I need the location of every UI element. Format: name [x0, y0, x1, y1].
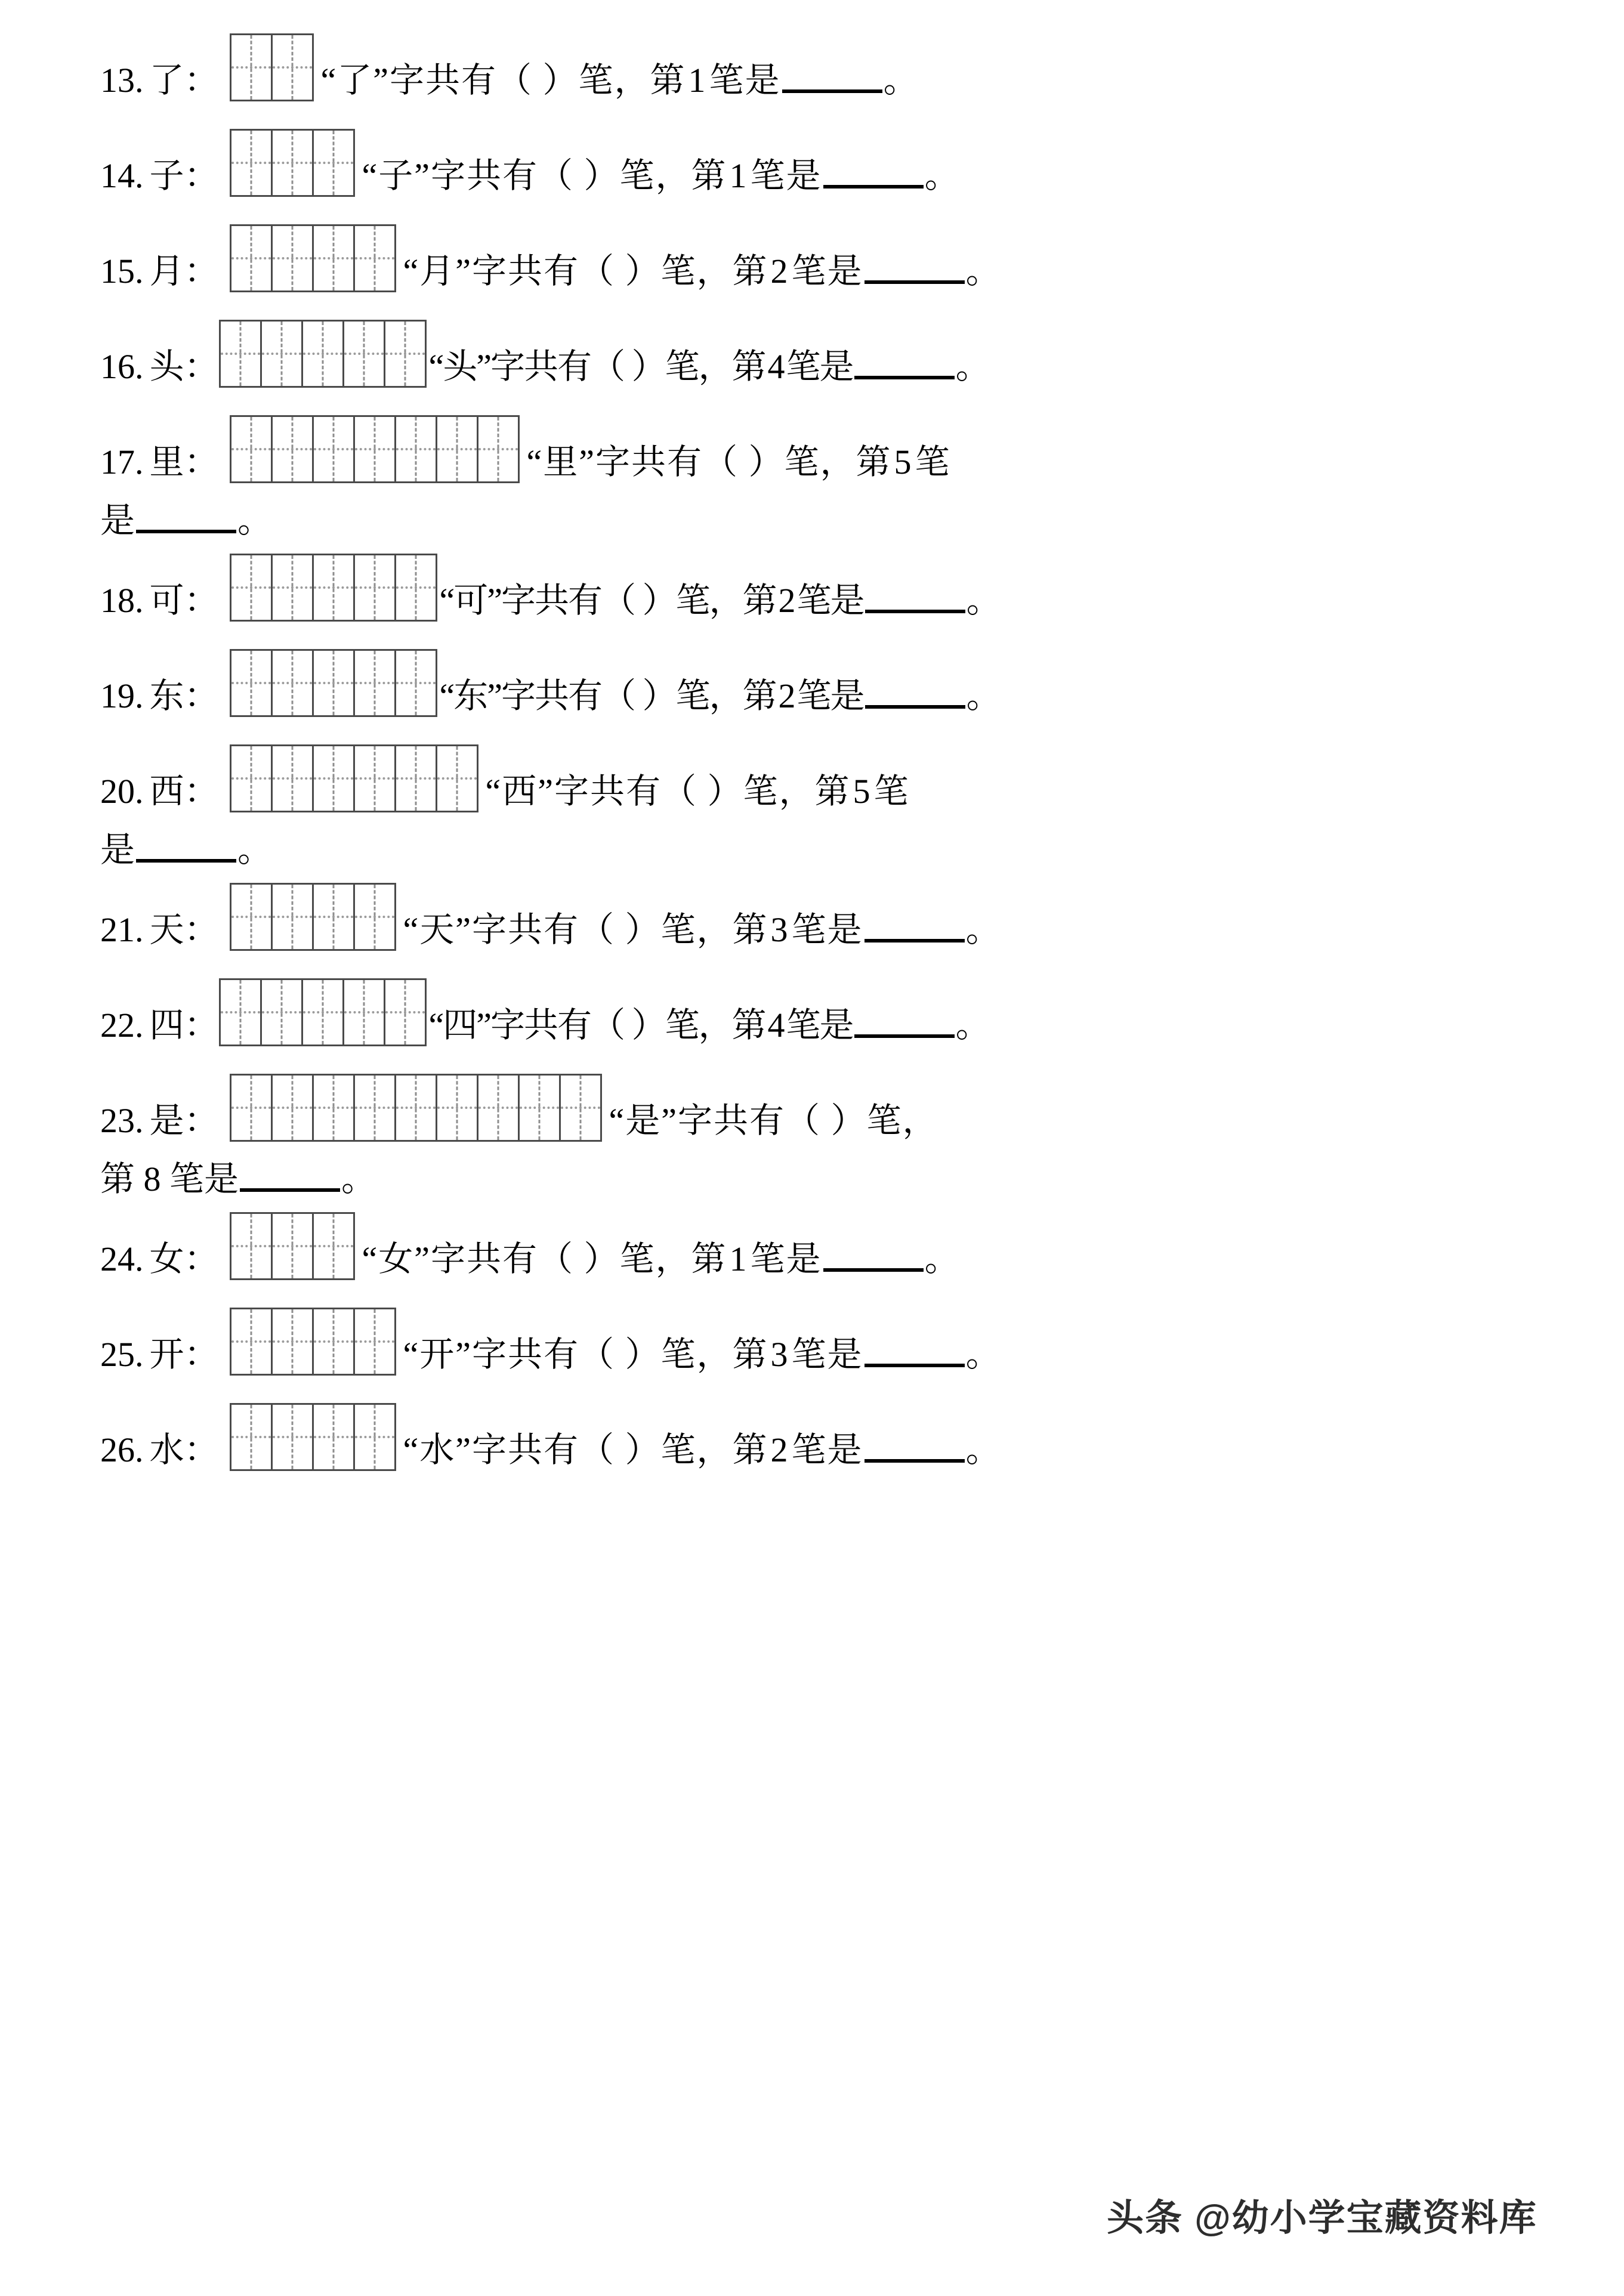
exercise-colon: ：	[184, 910, 219, 949]
tianzige-cell[interactable]	[478, 1076, 520, 1140]
sentence-quoted-char: “可”	[439, 581, 502, 620]
tianzige-cell[interactable]	[314, 1076, 355, 1140]
sentence-stroke-ordinal: 4	[767, 347, 784, 386]
exercise-character: 天	[149, 910, 184, 949]
tianzige-cell[interactable]	[231, 651, 273, 715]
answer-blank[interactable]	[823, 185, 924, 188]
sentence-period: 。	[237, 830, 273, 869]
sentence-period: 。	[966, 676, 1000, 715]
sentence-continuation	[100, 830, 273, 869]
tianzige-cell[interactable]	[385, 322, 427, 386]
sentence-quoted-char: “头”	[428, 347, 491, 386]
answer-blank[interactable]	[136, 859, 236, 863]
tianzige-cell[interactable]	[344, 980, 385, 1045]
sentence-tail: 笔是	[750, 156, 822, 195]
exercise-line-primary	[100, 224, 1544, 292]
tianzige-cell[interactable]	[303, 322, 344, 386]
exercise-row	[100, 744, 1544, 867]
tianzige-cell[interactable]	[478, 417, 520, 481]
sentence-tail: 笔是	[791, 910, 863, 949]
sentence-tail: 笔是	[796, 581, 864, 620]
sentence-stroke-question: 字共有（ ）笔，第	[472, 252, 768, 291]
answer-blank[interactable]	[865, 939, 965, 942]
sentence-stroke-question: 字共有（ ）笔，第	[472, 1430, 768, 1469]
tianzige-cell[interactable]	[231, 417, 273, 481]
continuation-text: 是	[100, 501, 135, 540]
tianzige-cell[interactable]	[314, 417, 355, 481]
tianzige-cell[interactable]	[221, 322, 262, 386]
tianzige-cell[interactable]	[262, 322, 303, 386]
exercise-character: 东	[149, 676, 184, 715]
exercise-colon: ：	[184, 156, 219, 195]
sentence-quoted-char: “了”	[320, 61, 390, 100]
exercise-sentence	[321, 63, 919, 101]
sentence-period: 。	[237, 501, 273, 540]
exercise-sentence	[362, 1242, 961, 1280]
exercise-row	[100, 883, 1544, 951]
tianzige-cell[interactable]	[355, 1309, 396, 1374]
exercise-line-primary	[100, 1403, 1544, 1471]
sentence-stroke-ordinal: 2	[770, 1430, 789, 1469]
sentence-tail: 笔是	[709, 61, 781, 100]
exercise-line-primary	[100, 1308, 1544, 1376]
exercise-label: 20.	[100, 772, 144, 811]
exercise-colon: ：	[184, 443, 219, 481]
exercise-sentence	[486, 774, 910, 812]
exercise-row	[100, 224, 1544, 292]
tianzige-cell[interactable]	[262, 980, 303, 1045]
sentence-stroke-ordinal: 1	[688, 61, 707, 100]
tianzige-grid[interactable]	[230, 1308, 396, 1376]
exercise-sentence	[428, 347, 989, 388]
exercise-character: 可	[149, 581, 184, 620]
answer-blank[interactable]	[854, 376, 955, 379]
tianzige-cell[interactable]	[273, 131, 314, 195]
tianzige-cell[interactable]	[231, 131, 273, 195]
exercise-sentence	[439, 676, 1000, 717]
exercise-character: 了	[149, 61, 184, 100]
exercise-list	[100, 33, 1544, 1498]
sentence-stroke-question: 字共有（ ）笔，	[678, 1101, 938, 1140]
answer-blank[interactable]	[854, 1034, 955, 1038]
tianzige-cell[interactable]	[314, 885, 355, 949]
exercise-label: 16.	[100, 347, 144, 386]
exercise-sentence	[362, 156, 961, 197]
tianzige-cell[interactable]	[385, 980, 427, 1045]
exercise-colon: ：	[184, 581, 219, 620]
sentence-continuation	[100, 503, 272, 538]
sentence-stroke-ordinal: 4	[767, 1006, 784, 1045]
tianzige-grid[interactable]	[230, 33, 314, 101]
tianzige-cell[interactable]	[273, 417, 314, 481]
tianzige-cell[interactable]	[273, 1076, 314, 1140]
tianzige-cell[interactable]	[520, 1076, 561, 1140]
tianzige-cell[interactable]	[231, 1405, 273, 1469]
tianzige-cell[interactable]	[314, 555, 355, 620]
tianzige-cell[interactable]	[314, 1405, 355, 1469]
tianzige-cell[interactable]	[355, 885, 396, 949]
exercise-label: 14.	[100, 156, 144, 195]
tianzige-cell[interactable]	[396, 417, 437, 481]
tianzige-cell[interactable]	[231, 885, 273, 949]
tianzige-cell[interactable]	[396, 746, 437, 811]
tianzige-cell[interactable]	[437, 1076, 478, 1140]
continuation-text: 是	[100, 830, 135, 869]
answer-blank[interactable]	[782, 89, 882, 93]
tianzige-cell[interactable]	[273, 1309, 314, 1374]
exercise-sentence	[429, 1008, 989, 1046]
exercise-colon: ：	[184, 252, 219, 291]
tianzige-cell[interactable]	[355, 1405, 396, 1469]
tianzige-cell[interactable]	[355, 651, 396, 715]
tianzige-cell[interactable]	[314, 746, 355, 811]
exercise-character: 子	[149, 156, 184, 195]
exercise-character: 里	[149, 443, 184, 481]
sentence-quoted-char: “西”	[485, 772, 555, 811]
exercise-sentence	[609, 1101, 938, 1142]
exercise-sentence	[403, 1337, 1002, 1376]
tianzige-cell[interactable]	[437, 417, 478, 481]
tianzige-cell[interactable]	[231, 1076, 273, 1140]
sentence-quoted-char: “水”	[403, 1430, 473, 1469]
exercise-character: 女	[149, 1240, 184, 1278]
sentence-quoted-char: “子”	[362, 156, 431, 195]
exercise-colon: ：	[184, 676, 219, 715]
exercise-colon: ：	[184, 1335, 219, 1374]
sentence-stroke-question: 字共有（ ）笔，第	[501, 581, 776, 620]
exercise-line-primary	[100, 33, 1544, 101]
exercise-label: 13.	[100, 61, 144, 100]
tianzige-cell[interactable]	[314, 226, 355, 291]
exercise-sentence	[403, 910, 1002, 951]
sentence-period: 。	[924, 1240, 961, 1278]
tianzige-cell[interactable]	[396, 651, 437, 715]
tianzige-cell[interactable]	[231, 1309, 273, 1374]
exercise-colon: ：	[184, 1430, 219, 1469]
exercise-row	[100, 1403, 1544, 1471]
sentence-period: 。	[924, 156, 961, 195]
sentence-tail: 笔	[915, 443, 951, 481]
tianzige-cell[interactable]	[355, 226, 396, 291]
answer-blank[interactable]	[240, 1188, 340, 1192]
exercise-character: 开	[149, 1335, 184, 1374]
tianzige-grid[interactable]	[230, 415, 520, 483]
sentence-stroke-question: 字共有（ ）笔，第	[490, 347, 765, 386]
sentence-period: 。	[955, 347, 989, 386]
tianzige-cell[interactable]	[314, 651, 355, 715]
exercise-label: 24.	[100, 1240, 144, 1278]
exercise-line-primary	[100, 1212, 1544, 1280]
sentence-tail: 笔是	[786, 347, 853, 386]
tianzige-grid[interactable]	[230, 883, 396, 951]
exercise-line-continued	[100, 1162, 1544, 1197]
answer-blank[interactable]	[865, 1364, 965, 1367]
sentence-stroke-ordinal: 1	[729, 156, 748, 195]
tianzige-cell[interactable]	[355, 555, 396, 620]
tianzige-cell[interactable]	[314, 131, 355, 195]
sentence-stroke-question: 字共有（ ）笔，第	[472, 910, 768, 949]
tianzige-cell[interactable]	[396, 555, 437, 620]
exercise-sentence	[440, 583, 1000, 622]
tianzige-cell[interactable]	[231, 226, 273, 291]
tianzige-cell[interactable]	[396, 1076, 437, 1140]
exercise-character: 头	[149, 347, 184, 386]
tianzige-grid[interactable]	[219, 320, 427, 388]
tianzige-cell[interactable]	[231, 1214, 273, 1278]
tianzige-cell[interactable]	[273, 226, 314, 291]
exercise-line-continued	[100, 503, 1544, 538]
tianzige-grid[interactable]	[230, 554, 437, 622]
sentence-stroke-ordinal: 2	[770, 252, 789, 291]
sentence-period: 。	[966, 581, 1000, 620]
tianzige-cell[interactable]	[221, 980, 262, 1045]
tianzige-cell[interactable]	[303, 980, 344, 1045]
answer-blank[interactable]	[136, 530, 236, 533]
exercise-line-primary	[100, 883, 1544, 951]
sentence-stroke-question: 字共有（ ）笔，第	[501, 676, 776, 715]
exercise-sentence	[527, 445, 951, 483]
tianzige-cell[interactable]	[273, 885, 314, 949]
sentence-stroke-question: 字共有（ ）笔，第	[390, 61, 686, 100]
sentence-stroke-ordinal: 5	[894, 443, 913, 481]
tianzige-cell[interactable]	[273, 555, 314, 620]
sentence-period: 。	[965, 252, 1002, 291]
sentence-period: 。	[883, 61, 919, 100]
sentence-stroke-ordinal: 2	[778, 676, 795, 715]
tianzige-cell[interactable]	[561, 1076, 602, 1140]
exercise-label: 18.	[100, 581, 144, 620]
exercise-row	[100, 978, 1544, 1046]
sentence-stroke-question: 字共有（ ）笔，第	[431, 1240, 727, 1278]
sentence-quoted-char: “月”	[403, 252, 473, 291]
sentence-stroke-ordinal: 3	[770, 910, 789, 949]
exercise-line-primary	[100, 554, 1544, 622]
tianzige-cell[interactable]	[273, 651, 314, 715]
tianzige-grid[interactable]	[230, 1074, 602, 1142]
answer-blank[interactable]	[865, 1459, 965, 1463]
tianzige-cell[interactable]	[355, 1076, 396, 1140]
answer-blank[interactable]	[865, 280, 965, 284]
exercise-label: 26.	[100, 1430, 144, 1469]
exercise-colon: ：	[184, 1006, 219, 1045]
sentence-quoted-char: “里”	[526, 443, 596, 481]
sentence-period: 。	[965, 1430, 1002, 1469]
exercise-character: 水	[149, 1430, 184, 1469]
exercise-row	[100, 1212, 1544, 1280]
exercise-label: 21.	[100, 910, 144, 949]
exercise-row	[100, 33, 1544, 101]
sentence-period: 。	[955, 1006, 989, 1045]
sentence-tail: 笔是	[786, 1006, 853, 1045]
tianzige-cell[interactable]	[231, 555, 273, 620]
sentence-quoted-char: “东”	[439, 676, 502, 715]
exercise-row	[100, 129, 1544, 197]
exercise-row	[100, 1074, 1544, 1197]
answer-blank[interactable]	[865, 705, 965, 709]
exercise-line-primary	[100, 978, 1544, 1046]
exercise-character: 四	[149, 1006, 184, 1045]
tianzige-cell[interactable]	[344, 322, 385, 386]
sentence-tail: 笔是	[791, 252, 863, 291]
exercise-row	[100, 320, 1544, 388]
sentence-stroke-question: 字共有（ ）笔，第	[472, 1335, 768, 1374]
exercise-colon: ：	[184, 772, 219, 811]
exercise-label: 23.	[100, 1101, 144, 1140]
tianzige-grid[interactable]	[230, 744, 478, 812]
sentence-quoted-char: “开”	[403, 1335, 473, 1374]
sentence-quoted-char: “女”	[362, 1240, 431, 1278]
tianzige-cell[interactable]	[314, 1309, 355, 1374]
sentence-tail: 笔是	[796, 676, 864, 715]
exercise-label: 22.	[100, 1006, 144, 1045]
exercise-colon: ：	[184, 1240, 219, 1278]
exercise-line-primary	[100, 415, 1544, 483]
tianzige-grid[interactable]	[230, 1212, 355, 1280]
tianzige-cell[interactable]	[355, 417, 396, 481]
exercise-sentence	[403, 1430, 1002, 1471]
sentence-stroke-ordinal: 5	[853, 772, 872, 811]
exercise-line-primary	[100, 649, 1544, 717]
exercise-label: 25.	[100, 1335, 144, 1374]
tianzige-cell[interactable]	[437, 746, 478, 811]
exercise-line-continued	[100, 830, 1544, 869]
tianzige-cell[interactable]	[314, 1214, 355, 1278]
exercise-label: 17.	[100, 443, 144, 481]
tianzige-grid[interactable]	[230, 649, 437, 717]
exercise-colon: ：	[184, 61, 219, 100]
sentence-quoted-char: “是”	[609, 1101, 678, 1140]
tianzige-grid[interactable]	[230, 224, 396, 292]
sentence-stroke-question: 字共有（ ）笔，第	[554, 772, 851, 811]
sentence-tail: 笔是	[791, 1335, 863, 1374]
sentence-period: 。	[965, 1335, 1002, 1374]
continuation-text: 第 8 笔是	[100, 1160, 239, 1198]
tianzige-cell[interactable]	[231, 746, 273, 811]
answer-blank[interactable]	[823, 1268, 924, 1272]
sentence-tail: 笔	[873, 772, 910, 811]
answer-blank[interactable]	[865, 610, 965, 613]
sentence-stroke-question: 字共有（ ）笔，第	[490, 1006, 765, 1045]
exercise-line-primary	[100, 320, 1544, 388]
exercise-sentence	[403, 254, 1002, 292]
sentence-period: 。	[341, 1160, 376, 1198]
sentence-period: 。	[965, 910, 1002, 949]
exercise-line-primary	[100, 744, 1544, 812]
exercise-row	[100, 415, 1544, 538]
watermark-text: 头条 @幼小学宝藏资料库	[1107, 2198, 1537, 2239]
exercise-row	[100, 1308, 1544, 1376]
tianzige-cell[interactable]	[273, 746, 314, 811]
sentence-tail: 笔是	[791, 1430, 863, 1469]
sentence-tail: 笔是	[750, 1240, 822, 1278]
exercise-line-primary	[100, 1074, 1544, 1142]
tianzige-cell[interactable]	[273, 1405, 314, 1469]
exercise-label: 15.	[100, 252, 144, 291]
exercise-colon: ：	[184, 347, 219, 386]
exercise-character: 月	[149, 252, 184, 291]
exercise-line-primary	[100, 129, 1544, 197]
tianzige-cell[interactable]	[273, 1214, 314, 1278]
sentence-stroke-question: 字共有（ ）笔，第	[431, 156, 727, 195]
sentence-stroke-ordinal: 1	[729, 1240, 748, 1278]
exercise-row	[100, 554, 1544, 622]
tianzige-grid[interactable]	[230, 1403, 396, 1471]
tianzige-grid[interactable]	[230, 129, 355, 197]
sentence-continuation	[100, 1162, 376, 1197]
tianzige-grid[interactable]	[219, 978, 427, 1046]
sentence-stroke-ordinal: 2	[778, 581, 795, 620]
sentence-stroke-ordinal: 3	[770, 1335, 789, 1374]
exercise-character: 西	[149, 772, 184, 811]
tianzige-cell[interactable]	[273, 35, 314, 100]
sentence-quoted-char: “四”	[428, 1006, 491, 1045]
exercise-label: 19.	[100, 676, 144, 715]
tianzige-cell[interactable]	[355, 746, 396, 811]
exercise-row	[100, 649, 1544, 717]
sentence-quoted-char: “天”	[403, 910, 473, 949]
exercise-colon: ：	[184, 1101, 219, 1140]
sentence-stroke-question: 字共有（ ）笔，第	[595, 443, 892, 481]
exercise-character: 是	[149, 1101, 184, 1140]
tianzige-cell[interactable]	[231, 35, 273, 100]
